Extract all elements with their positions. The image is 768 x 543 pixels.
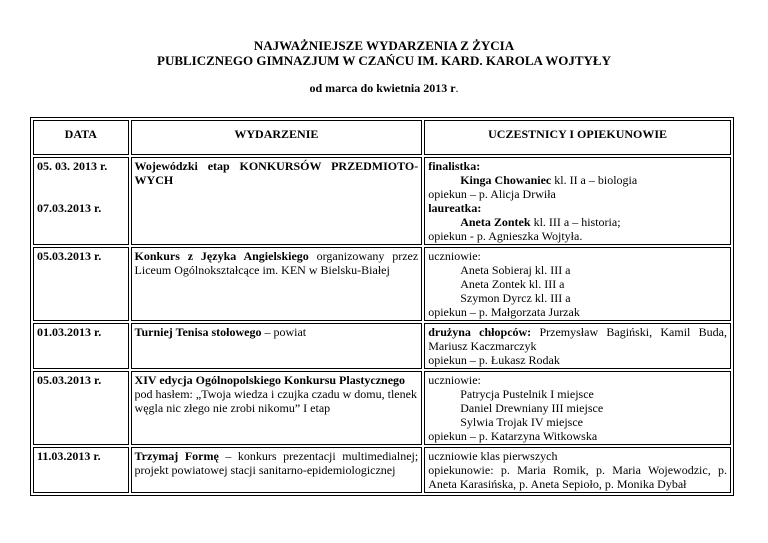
team-members: Przemysław Bagiński, Kamil Buda, Mariusz Kaczmarczyk — [428, 325, 727, 353]
date: 01.03.2013 r. — [37, 325, 102, 339]
header-date: DATA — [33, 120, 129, 155]
guardian: opiekunowie: p. Maria Romik, p. Maria Wojewodzic, p. Aneta Karasińska, p. Aneta Sepioło, p. Monika Dybał — [428, 463, 727, 491]
events-table — [30, 117, 734, 496]
header-event: WYDARZENIE — [131, 120, 423, 155]
date-cell — [33, 447, 129, 493]
event-cell — [131, 157, 423, 245]
guardian: opiekun - p. Agnieszka Wojtyła. — [428, 229, 583, 243]
date: 05.03.2013 r. — [37, 249, 102, 263]
participants-intro: uczniowie klas pierwszych — [428, 449, 558, 463]
participants-intro: uczniowie: — [428, 373, 481, 387]
table-row — [33, 247, 731, 321]
event-title: Trzymaj Formę — [134, 449, 219, 463]
participant-role: laureatka: — [428, 201, 482, 215]
document-title-line1: NAJWAŻNIEJSZE WYDARZENIA Z ŻYCIA — [253, 38, 515, 53]
table-header-row — [33, 120, 731, 155]
table-row — [33, 371, 731, 445]
event-title: Wojewódzki etap KONKURSÓW PRZEDMIOTO-WYCH — [134, 159, 419, 187]
participant-role: finalistka: — [428, 159, 481, 173]
date: 11.03.2013 r. — [37, 449, 101, 463]
participants-cell — [424, 323, 731, 369]
event-title: Konkurs z Języka Angielskiego — [134, 249, 309, 263]
participants-intro: uczniowie: — [428, 249, 481, 263]
participant-name: Szymon Dyrcz kl. III a — [460, 291, 571, 305]
event-description: organizowany przez Liceum Ogólnokształcące im. KEN w Bielsku-Białej — [134, 249, 419, 277]
date: 07.03.2013 r. — [37, 201, 102, 215]
participant-name: Daniel Drewniany III miejsce — [460, 401, 604, 415]
date: 05.03.2013 r. — [37, 373, 102, 387]
participants-cell — [424, 447, 731, 493]
date-cell — [33, 323, 129, 369]
event-description: pod hasłem: „Twoja wiedza i czujka czadu w domu, tlenek węgla nic złego nie zrobi nikomu” I etap — [134, 387, 417, 415]
guardian: opiekun – p. Łukasz Rodak — [428, 353, 560, 367]
event-cell — [131, 371, 423, 445]
participant-name: Aneta Sobieraj kl. III a — [460, 263, 571, 277]
guardian: opiekun – p. Małgorzata Jurzak — [428, 305, 580, 319]
document-subtitle — [0, 81, 768, 95]
subtitle-period-end: . — [455, 81, 459, 95]
participants-cell — [424, 371, 731, 445]
participant-name: Aneta Zontek — [460, 215, 531, 229]
event-cell — [131, 323, 423, 369]
participants-cell — [424, 157, 731, 245]
participant-name: Aneta Zontek kl. III a — [460, 277, 565, 291]
participant-name: Sylwia Trojak IV miejsce — [460, 415, 583, 429]
table-row — [33, 447, 731, 493]
table-row — [33, 157, 731, 245]
guardian: opiekun – p. Katarzyna Witkowska — [428, 429, 598, 443]
subtitle-period: od marca do kwietnia 2013 r — [309, 81, 456, 95]
participants-cell — [424, 247, 731, 321]
event-title: Turniej Tenisa stołowego — [134, 325, 262, 339]
document-title-line2: PUBLICZNEGO GIMNAZJUM W CZAŃCU IM. KARD. KAROLA WOJTYŁY — [157, 53, 611, 68]
date-cell — [33, 157, 129, 245]
participant-detail: kl. II a – biologia — [551, 173, 638, 187]
header-participants: UCZESTNICY I OPIEKUNOWIE — [424, 120, 731, 155]
participant-name: Kinga Chowaniec — [460, 173, 552, 187]
event-cell — [131, 247, 423, 321]
date-cell — [33, 371, 129, 445]
date: 05. 03. 2013 r. — [37, 159, 108, 173]
event-title: XIV edycja Ogólnopolskiego Konkursu Plastycznego — [134, 373, 406, 387]
team-label: drużyna chłopców: — [428, 325, 532, 339]
event-description: – powiat — [261, 325, 307, 339]
participant-detail: kl. III a – historia; — [530, 215, 621, 229]
guardian: opiekun – p. Alicja Drwiła — [428, 187, 556, 201]
table-row — [33, 323, 731, 369]
participant-name: Patrycja Pustelnik I miejsce — [460, 387, 594, 401]
event-description: – konkurs prezentacji multimedialnej; projekt powiatowej stacji sanitarno-epidemiologicznej — [134, 449, 419, 477]
date-cell — [33, 247, 129, 321]
event-cell — [131, 447, 423, 493]
